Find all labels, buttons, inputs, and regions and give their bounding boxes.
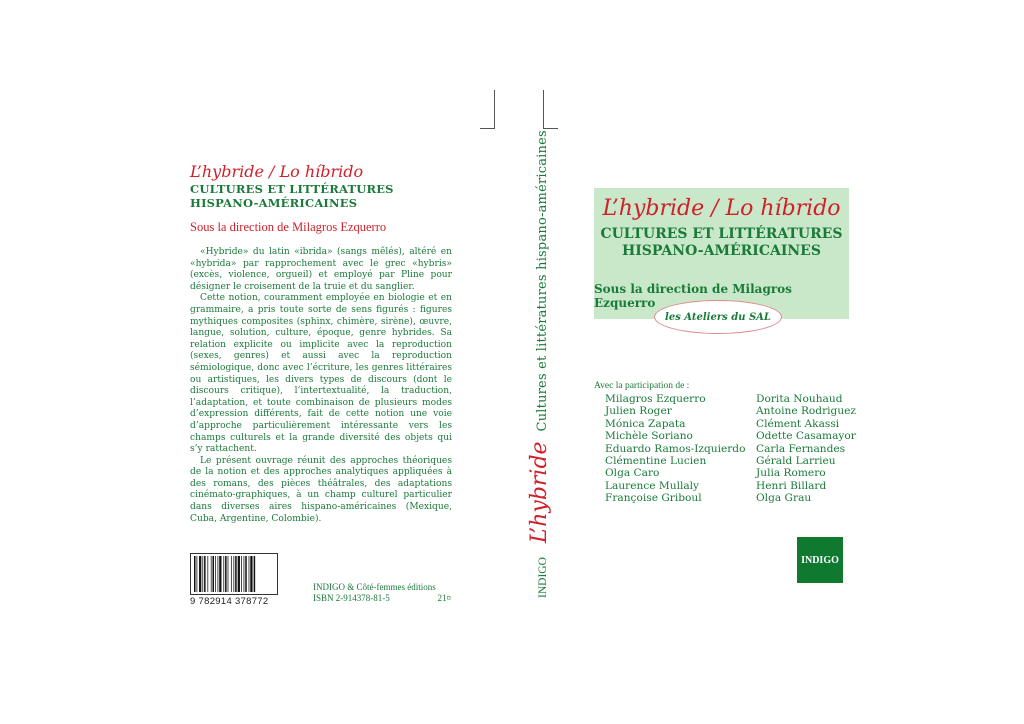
- front-title: L’hybride / Lo híbrido: [602, 196, 841, 221]
- back-direction: Sous la direction de Milagros Ezquerro: [190, 220, 387, 234]
- spine: [527, 130, 553, 604]
- contributor-name: Olga Grau: [756, 492, 812, 505]
- back-blurb: [190, 247, 452, 525]
- blurb-paragraph: Le présent ouvrage réunit des approches théoriques de la notion et des approches analytiques appliquées à des romans, des pièces théâtrales, des adaptations cinémato-graphiques, à un champ culturel particulier dans diverses aires hispano-américaines (Mexique, Cuba, Argentine, Colombie).: [190, 455, 452, 524]
- front-subtitle-line1: CULTURES ET LITTÉRATURES: [600, 226, 843, 242]
- contributor-name: Dorita Nouhaud: [756, 393, 843, 405]
- crop-mark-right: [543, 90, 558, 129]
- contributor-name: Antoine Rodriguez: [756, 405, 856, 418]
- contributor-name: Michèle Soriano: [605, 430, 693, 443]
- contributor-name: Milagros Ezquerro: [605, 393, 706, 405]
- barcode-number: 9 782914 378772: [190, 596, 269, 607]
- contributor-name: Laurence Mullaly: [605, 479, 700, 492]
- participation-label: Avec la participation de :: [594, 381, 690, 391]
- back-subtitle-line2: HISPANO-AMÉRICAINES: [190, 196, 358, 210]
- publisher-name: INDIGO & Côté-femmes éditions: [313, 582, 436, 592]
- back-subtitle-line1: CULTURES ET LITTÉRATURES: [190, 182, 394, 196]
- blurb-paragraph: «Hybride» du latin «ibrida» (sangs mêlés), altéré en «hybrida» par rapprochement avec le grec «hybris» (excès, violence, orgueil) et employé par Pline pour désigner le croisement de la truie et du sanglier.: [190, 247, 452, 292]
- blurb-paragraph: Cette notion, couramment employée en biologie et en grammaire, a pris toute sorte de sens figurés : figures mythiques composites (sphinx, chimère, sirène), œuvre, langue, solution, culture, époque, genre hybrides. Sa relation explicite ou implicite avec la reproduction (sexes, genres) et aussi avec la reproduction sémiologique, donc avec l’écriture, les genres littéraires ou artistiques, les divers types de discours (dont le discours critique), l’intertextualité, la traduction, l’adaptation, et toute combinaison de plusieurs modes d’expression différents, fait de cette notion une voie d’approche particulièrement intéressante vers les champs culturels et la grande diversité des objets qui s’y rattachent.: [190, 293, 452, 455]
- contributor-name: Julia Romero: [756, 467, 826, 480]
- front-subtitle: [594, 226, 849, 260]
- logo-text: INDIGO: [801, 554, 839, 566]
- crop-mark-left: [480, 90, 495, 129]
- back-cover: [190, 162, 452, 525]
- contributor-name: Françoise Griboul: [605, 492, 702, 505]
- series-label: les Ateliers du SAL: [665, 311, 771, 323]
- series-badge: [654, 300, 782, 334]
- spine-title: L’hybride: [527, 441, 552, 544]
- barcode-icon: [190, 553, 278, 595]
- contributor-name: Gérald Larrieu: [756, 455, 836, 468]
- contributors-left: [605, 393, 745, 505]
- back-title: L’hybride / Lo híbrido: [190, 162, 364, 181]
- contributor-name: Olga Caro: [605, 467, 660, 480]
- price: 21¤: [437, 592, 451, 603]
- indigo-logo: [797, 537, 843, 583]
- contributor-name: Julien Roger: [605, 405, 672, 418]
- barcode-block: [190, 553, 280, 607]
- contributor-name: Henri Billard: [756, 479, 827, 492]
- contributors-right: [756, 393, 856, 505]
- contributor-name: Odette Casamayor: [756, 430, 856, 443]
- contributor-name: Eduardo Ramos-Izquierdo: [605, 442, 746, 455]
- publisher-info: [313, 582, 451, 603]
- contributor-name: Carla Fernandes: [756, 442, 846, 455]
- contributor-name: Clémentine Lucien: [605, 455, 707, 468]
- spine-subtitle: Cultures et littératures hispano-américaines: [535, 130, 550, 432]
- front-direction: Sous la direction de Milagros Ezquerro: [594, 282, 792, 310]
- contributor-name: Mónica Zapata: [605, 417, 686, 430]
- contributor-name: Clément Akassi: [756, 417, 840, 430]
- spine-publisher: INDIGO: [537, 557, 549, 598]
- front-subtitle-line2: HISPANO-AMÉRICAINES: [622, 243, 821, 259]
- isbn: ISBN 2-914378-81-5: [313, 592, 390, 603]
